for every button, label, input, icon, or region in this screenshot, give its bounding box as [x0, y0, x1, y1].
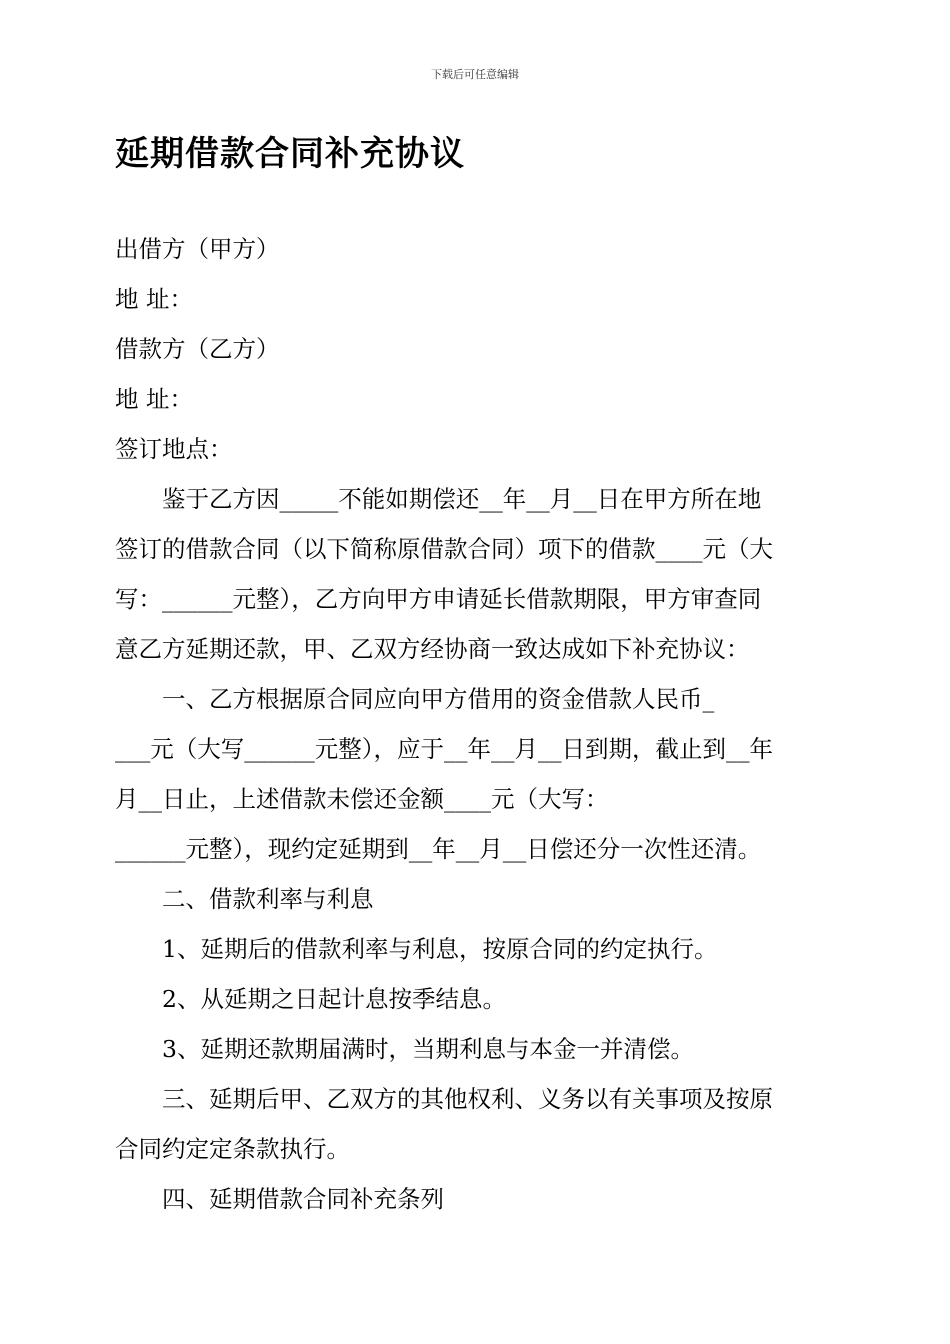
clause-two-item: 1、延期后的借款利率与利息，按原合同的约定执行。: [162, 935, 718, 963]
clause-one-line: ______元整），现约定延期到__年__月__日偿还分一次性还清。: [115, 835, 762, 863]
preamble-line: 意乙方延期还款，甲、乙双方经协商一致达成如下补充协议：: [115, 635, 750, 663]
clause-three-line: 三、延期后甲、乙双方的其他权利、义务以有关事项及按原: [162, 1085, 773, 1113]
clause-one-line: ___元（大写______元整），应于__年__月__日到期，截止到__年: [115, 735, 773, 763]
clause-two-item: 3、延期还款期届满时，当期利息与本金一并清偿。: [162, 1035, 694, 1063]
clause-three-line: 合同约定定条款执行。: [115, 1135, 350, 1163]
borrower-address-label: 地 址：: [115, 385, 193, 413]
header-note: 下载后可任意编辑: [431, 68, 519, 81]
preamble-line: 鉴于乙方因_____不能如期偿还__年__月__日在甲方所在地: [162, 485, 762, 513]
document-body: [115, 224, 837, 1224]
clause-two-heading: 二、借款利率与利息: [162, 885, 374, 913]
preamble-line: 写：______元整），乙方向甲方申请延长借款期限，甲方审查同: [115, 585, 762, 613]
lender-address-label: 地 址：: [115, 285, 193, 313]
clause-four-heading: 四、延期借款合同补充条列: [162, 1185, 444, 1213]
preamble-line: 签订的借款合同（以下简称原借款合同）项下的借款____元（大: [115, 535, 773, 563]
document-title: 延期借款合同补充协议: [115, 134, 465, 174]
clause-one-line: 月__日止，上述借款未偿还金额____元（大写：: [115, 785, 609, 813]
signing-place-label: 签订地点：: [115, 435, 233, 463]
lender-label: 出借方（甲方）: [115, 235, 280, 263]
clause-one-line: 一、乙方根据原合同应向甲方借用的资金借款人民币_: [162, 685, 715, 713]
clause-two-item: 2、从延期之日起计息按季结息。: [162, 985, 506, 1013]
borrower-label: 借款方（乙方）: [115, 335, 280, 363]
